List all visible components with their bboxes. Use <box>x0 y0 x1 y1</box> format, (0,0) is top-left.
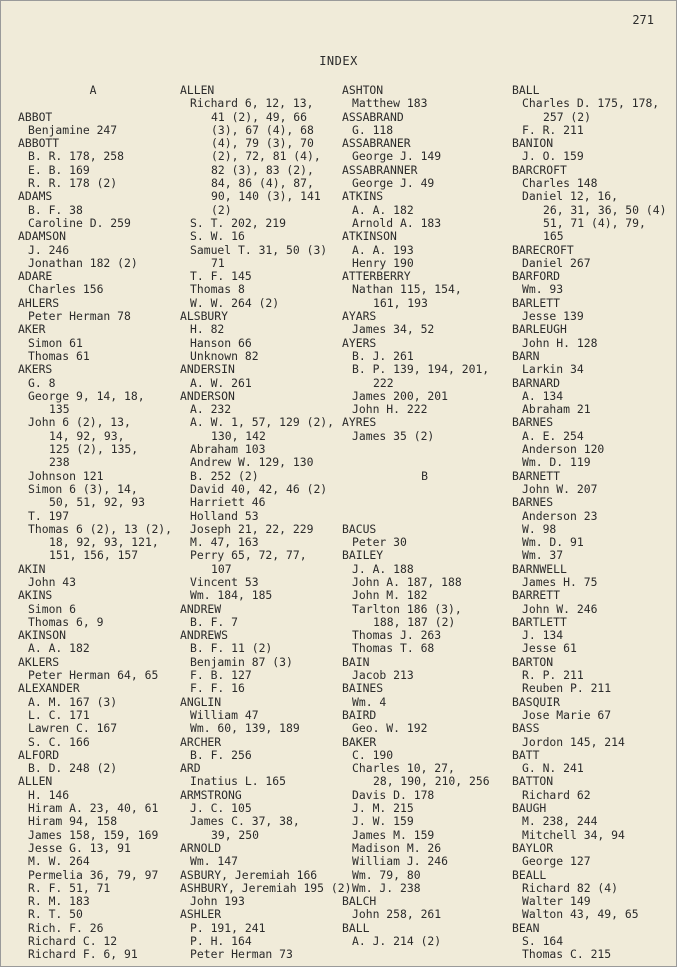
index-subentry: 41 (2), 49, 66 <box>211 109 308 124</box>
index-heading: ANGLIN <box>180 694 222 709</box>
index-subentry: J. W. 159 <box>352 814 414 829</box>
index-subentry: Wm. 37 <box>522 548 564 563</box>
index-heading: BARNWELL <box>512 561 567 576</box>
index-subentry: M. W. 264 <box>28 854 90 869</box>
index-heading: BEAN <box>512 920 540 935</box>
index-subentry: M. 238, 244 <box>522 814 598 829</box>
index-heading: BARNES <box>512 415 554 430</box>
index-subentry: George J. 49 <box>352 176 435 191</box>
index-subentry: John 6 (2), 13, <box>28 415 131 430</box>
index-subentry: R. P. 211 <box>522 668 584 683</box>
index-subentry: Simon 6 (3), 14, <box>28 481 138 496</box>
index-heading: BARCROFT <box>512 162 567 177</box>
index-subentry: Caroline D. 259 <box>28 215 131 230</box>
index-heading: ASHLER <box>180 907 222 922</box>
index-heading: BARNES <box>512 495 554 510</box>
index-subentry: 71 <box>211 255 225 270</box>
index-heading: ARD <box>180 761 201 776</box>
index-subentry: Walter 149 <box>522 894 591 909</box>
index-subentry: Peter Herman 78 <box>28 309 131 324</box>
index-subentry: B. F. 11 (2) <box>190 641 273 656</box>
index-subentry: James 35 (2) <box>352 428 435 443</box>
index-subentry: Joseph 21, 22, 229 <box>190 521 314 536</box>
index-subentry: Holland 53 <box>190 508 259 523</box>
index-heading: ANDREW <box>180 601 222 616</box>
index-heading: ALLEN <box>18 774 53 789</box>
index-heading: ALEXANDER <box>18 681 80 696</box>
index-heading <box>342 510 507 523</box>
index-heading: ASSABRAND <box>342 109 404 124</box>
index-subentry: (2), 72, 81 (4), <box>211 149 321 164</box>
index-subentry: 238 <box>49 455 70 470</box>
index-subentry: G. 8 <box>28 375 56 390</box>
index-heading: BACUS <box>342 521 377 536</box>
index-heading: BARRETT <box>512 588 561 603</box>
index-subentry: 14, 92, 93, <box>49 428 125 443</box>
index-column-2 <box>180 83 352 962</box>
index-subentry: A. W. 261 <box>190 375 252 390</box>
index-subentry: Samuel T. 31, 50 (3) <box>190 242 328 257</box>
index-heading: ASSABRANER <box>342 136 411 151</box>
index-heading: AKINS <box>18 588 53 603</box>
index-subentry: C. 190 <box>352 747 394 762</box>
index-heading: ARNOLD <box>180 840 222 855</box>
index-subentry: W. W. 264 (2) <box>190 295 280 310</box>
index-subentry: (3), 67 (4), 68 <box>211 122 314 137</box>
index-heading: ARCHER <box>180 734 222 749</box>
index-heading: AKLERS <box>18 654 60 669</box>
index-subentry: J. M. 215 <box>352 801 414 816</box>
index-subentry: S. W. 16 <box>190 229 245 244</box>
section-letter: A <box>89 83 97 97</box>
index-subentry: G. N. 241 <box>522 761 584 776</box>
index-subentry: John 43 <box>28 574 77 589</box>
index-subentry: Matthew 183 <box>352 96 428 111</box>
index-heading: BARNARD <box>512 375 561 390</box>
index-subentry: James C. 37, 38, <box>190 814 300 829</box>
index-heading: BAIN <box>342 654 370 669</box>
index-subentry: Jesse 61 <box>522 641 577 656</box>
index-subentry: Wm. J. 238 <box>352 880 421 895</box>
index-subentry: 51, 71 (4), 79, <box>543 215 646 230</box>
index-subentry: Thomas 8 <box>190 282 245 297</box>
index-title: INDEX <box>319 54 358 68</box>
index-subentry: Thomas C. 215 <box>522 947 612 962</box>
index-subentry: Charles 148 <box>522 176 598 191</box>
index-subentry: B. F. 7 <box>190 614 239 629</box>
index-subentry: 257 (2) <box>543 109 592 124</box>
index-heading: ANDREWS <box>180 628 229 643</box>
index-heading: AKER <box>18 322 46 337</box>
index-subentry: Wm. 79, 80 <box>352 867 421 882</box>
index-subentry: Abraham 21 <box>522 402 591 417</box>
index-subentry: Benjamine 247 <box>28 122 118 137</box>
index-subentry: Wm. 93 <box>522 282 564 297</box>
index-subentry: Permelia 36, 79, 97 <box>28 867 159 882</box>
index-subentry: Peter Herman 73 <box>190 947 293 962</box>
index-heading: ABBOTT <box>18 136 60 151</box>
index-subentry: P. 191, 241 <box>190 920 266 935</box>
index-subentry: Thomas T. 68 <box>352 641 435 656</box>
index-subentry: E. B. 169 <box>28 162 90 177</box>
index-subentry: A. A. 193 <box>352 242 414 257</box>
index-subentry: John A. 187, 188 <box>352 574 462 589</box>
index-subentry: T. 197 <box>28 508 70 523</box>
index-subentry: William J. 246 <box>352 854 449 869</box>
index-subentry: Johnson 121 <box>28 468 104 483</box>
index-subentry: 135 <box>49 402 70 417</box>
index-heading: ANDERSON <box>180 388 235 403</box>
index-subentry: Jonathan 182 (2) <box>28 255 138 270</box>
index-heading: BARNETT <box>512 468 561 483</box>
index-subentry: John H. 222 <box>352 402 428 417</box>
index-subentry: J. A. 188 <box>352 561 414 576</box>
page-number: 271 <box>632 13 654 27</box>
index-subentry: Jacob 213 <box>352 668 414 683</box>
index-subentry: Geo. W. 192 <box>352 721 428 736</box>
index-subentry: Perry 65, 72, 77, <box>190 548 307 563</box>
index-subentry: John W. 207 <box>522 481 598 496</box>
index-subentry: 130, 142 <box>211 428 266 443</box>
index-heading: BARFORD <box>512 269 561 284</box>
index-heading: BAYLOR <box>512 840 554 855</box>
index-subentry: Daniel 12, 16, <box>522 189 619 204</box>
index-subentry: Charles 156 <box>28 282 104 297</box>
index-subentry: Andrew W. 129, 130 <box>190 455 314 470</box>
index-heading: ALLEN <box>180 83 215 97</box>
index-subentry: Wm. 60, 139, 189 <box>190 721 300 736</box>
index-subentry: Larkin 34 <box>522 362 584 377</box>
index-heading: BANION <box>512 136 554 151</box>
index-heading <box>342 483 507 496</box>
index-heading: ADAMSON <box>18 229 67 244</box>
index-heading: BARLEUGH <box>512 322 567 337</box>
index-subentry: George 9, 14, 18, <box>28 388 145 403</box>
index-subentry: Thomas 61 <box>28 348 90 363</box>
index-subentry: Richard F. 6, 91 <box>28 947 138 962</box>
index-heading: ADAMS <box>18 189 53 204</box>
index-heading: ATKINSON <box>342 229 397 244</box>
index-subentry: A. E. 254 <box>522 428 584 443</box>
index-heading: BEALL <box>512 867 547 882</box>
index-heading: ARMSTRONG <box>180 787 242 802</box>
index-heading: ASHTON <box>342 83 384 97</box>
index-subentry: Henry 190 <box>352 255 414 270</box>
index-heading: ADARE <box>18 269 53 284</box>
index-subentry: Wm. D. 91 <box>522 535 584 550</box>
index-subentry: 90, 140 (3), 141 <box>211 189 321 204</box>
index-heading: BASS <box>512 721 540 736</box>
index-subentry: Jesse 139 <box>522 309 584 324</box>
index-heading: ATKINS <box>342 189 384 204</box>
index-subentry: Inatius L. 165 <box>190 774 287 789</box>
index-subentry: Charles 10, 27, <box>352 761 455 776</box>
index-subentry: J. C. 105 <box>190 801 252 816</box>
index-subentry: James 200, 201 <box>352 388 449 403</box>
index-heading: AKIN <box>18 561 46 576</box>
index-heading: AYARS <box>342 309 377 324</box>
index-heading: BAUGH <box>512 801 547 816</box>
index-subentry: Rich. F. 26 <box>28 920 104 935</box>
index-subentry: James 34, 52 <box>352 322 435 337</box>
index-subentry: 28, 190, 210, 256 <box>373 774 490 789</box>
index-subentry: Anderson 23 <box>522 508 598 523</box>
index-subentry: Hiram A. 23, 40, 61 <box>28 801 159 816</box>
index-subentry: T. F. 145 <box>190 269 252 284</box>
index-heading: BASQUIR <box>512 694 561 709</box>
index-subentry: Richard 6, 12, 13, <box>190 96 314 111</box>
index-heading <box>342 443 507 456</box>
index-subentry: F. F. 16 <box>190 681 245 696</box>
index-heading: AYERS <box>342 335 377 350</box>
index-subentry: L. C. 171 <box>28 707 90 722</box>
index-subentry: W. 98 <box>522 521 557 536</box>
index-subentry: Thomas J. 263 <box>352 628 442 643</box>
index-heading <box>18 97 168 110</box>
index-subentry: Walton 43, 49, 65 <box>522 907 639 922</box>
index-column-4 <box>512 84 672 962</box>
index-heading: ASBURY, Jeremiah 166 <box>180 867 318 882</box>
index-subentry: 18, 92, 93, 121, <box>49 535 159 550</box>
index-subentry: James 158, 159, 169 <box>28 827 159 842</box>
index-heading: AHLERS <box>18 295 60 310</box>
index-subentry: Hanson 66 <box>190 335 252 350</box>
index-heading: BARLETT <box>512 295 561 310</box>
index-subentry: 188, 187 (2) <box>373 614 456 629</box>
index-subentry: G. 118 <box>352 122 394 137</box>
index-column-1 <box>18 83 173 962</box>
index-subentry: Wm. D. 119 <box>522 455 591 470</box>
index-subentry: R. T. 50 <box>28 907 83 922</box>
index-subentry: (4), 79 (3), 70 <box>211 136 314 151</box>
index-subentry: Lawren C. 167 <box>28 721 118 736</box>
index-subentry: Thomas 6 (2), 13 (2), <box>28 521 173 536</box>
index-heading: BAIRD <box>342 707 377 722</box>
index-subentry: Unknown 82 <box>190 348 259 363</box>
index-subentry: Reuben P. 211 <box>522 681 612 696</box>
index-subentry: B. F. 256 <box>190 747 252 762</box>
index-subentry: H. 82 <box>190 322 225 337</box>
index-heading: AKERS <box>18 362 53 377</box>
index-subentry: Mitchell 34, 94 <box>522 827 625 842</box>
index-subentry: F. B. 127 <box>190 668 252 683</box>
index-subentry: B. D. 248 (2) <box>28 761 118 776</box>
index-subentry: M. 47, 163 <box>190 535 259 550</box>
index-subentry: John M. 182 <box>352 588 428 603</box>
index-subentry: Wm. 4 <box>352 694 387 709</box>
index-subentry: A. A. 182 <box>352 202 414 217</box>
index-subentry: A. 134 <box>522 388 564 403</box>
index-subentry: S. 164 <box>522 934 564 948</box>
index-subentry: Arnold A. 183 <box>352 215 442 230</box>
index-subentry: R. M. 183 <box>28 894 90 909</box>
index-subentry: Vincent 53 <box>190 574 259 589</box>
index-heading: BARN <box>512 348 540 363</box>
index-subentry: Simon 6 <box>28 601 77 616</box>
index-subentry: John W. 246 <box>522 601 598 616</box>
index-subentry: R. F. 51, 71 <box>28 880 111 895</box>
index-heading <box>342 456 507 469</box>
index-subentry: David 40, 42, 46 (2) <box>190 481 328 496</box>
index-subentry: A. J. 214 (2) <box>352 934 442 948</box>
index-subentry: 222 <box>373 375 394 390</box>
index-subentry: William 47 <box>190 707 259 722</box>
index-subentry: John H. 128 <box>522 335 598 350</box>
index-subentry: B. P. 139, 194, 201, <box>352 362 490 377</box>
index-heading: AYRES <box>342 415 377 430</box>
index-subentry: A. W. 1, 57, 129 (2), <box>190 415 335 430</box>
index-subentry: Charles D. 175, 178, <box>522 96 660 111</box>
index-heading: ANDERSIN <box>180 362 235 377</box>
index-heading: ATTERBERRY <box>342 269 411 284</box>
index-subentry: 151, 156, 157 <box>49 548 139 563</box>
index-subentry: Jose Marie 67 <box>522 707 612 722</box>
index-subentry: Jesse G. 13, 91 <box>28 840 131 855</box>
index-subentry: 50, 51, 92, 93 <box>49 495 146 510</box>
index-subentry: J. 246 <box>28 242 70 257</box>
index-subentry: J. 134 <box>522 628 564 643</box>
index-subentry: Simon 61 <box>28 335 83 350</box>
index-subentry: A. 232 <box>190 402 232 417</box>
index-subentry: S. T. 202, 219 <box>190 215 287 230</box>
index-subentry: A. M. 167 (3) <box>28 694 118 709</box>
index-subentry: 82 (3), 83 (2), <box>211 162 314 177</box>
index-subentry: 39, 250 <box>211 827 260 842</box>
index-subentry: George J. 149 <box>352 149 442 164</box>
index-subentry: (2) <box>211 202 232 217</box>
index-heading: BALL <box>512 83 540 97</box>
index-subentry: 165 <box>543 229 564 244</box>
index-heading: ASSABRANNER <box>342 162 418 177</box>
index-subentry: B. J. 261 <box>352 348 414 363</box>
index-subentry: James H. 75 <box>522 574 598 589</box>
index-subentry: Jordon 145, 214 <box>522 734 625 749</box>
index-heading: BARECROFT <box>512 242 574 257</box>
index-heading: BATT <box>512 747 540 762</box>
index-heading: ALSBURY <box>180 309 229 324</box>
index-subentry: 84, 86 (4), 87, <box>211 176 314 191</box>
index-subentry: Richard 62 <box>522 787 591 802</box>
index-subentry: Daniel 267 <box>522 255 591 270</box>
index-subentry: B. R. 178, 258 <box>28 149 125 164</box>
index-subentry: Anderson 120 <box>522 442 605 457</box>
index-subentry: J. O. 159 <box>522 149 584 164</box>
index-subentry: Tarlton 186 (3), <box>352 601 462 616</box>
index-subentry: Davis D. 178 <box>352 787 435 802</box>
index-subentry: Wm. 147 <box>190 854 239 869</box>
index-heading: BAILEY <box>342 548 384 563</box>
index-subentry: Richard 82 (4) <box>522 880 619 895</box>
index-subentry: F. R. 211 <box>522 122 584 137</box>
index-subentry: P. H. 164 <box>190 934 252 948</box>
index-subentry: Madison M. 26 <box>352 840 442 855</box>
index-heading: BARTON <box>512 654 554 669</box>
index-subentry: Hiram 94, 158 <box>28 814 118 829</box>
index-subentry: James M. 159 <box>352 827 435 842</box>
index-heading: BATTON <box>512 774 554 789</box>
index-subentry: S. C. 166 <box>28 734 90 749</box>
index-heading: ALFORD <box>18 747 60 762</box>
index-subentry: 161, 193 <box>373 295 428 310</box>
index-subentry: Wm. 184, 185 <box>190 588 273 603</box>
index-subentry: 26, 31, 36, 50 (4) <box>543 202 667 217</box>
index-heading: BARTLETT <box>512 614 567 629</box>
index-heading <box>342 496 507 509</box>
index-heading: AKINSON <box>18 628 67 643</box>
index-subentry: 107 <box>211 561 232 576</box>
index-subentry: Nathan 115, 154, <box>352 282 462 297</box>
index-subentry: 125 (2), 135, <box>49 442 139 457</box>
index-subentry: Benjamin 87 (3) <box>190 654 293 669</box>
index-subentry: Peter Herman 64, 65 <box>28 668 159 683</box>
index-subentry: John 258, 261 <box>352 907 442 922</box>
index-subentry: Thomas 6, 9 <box>28 614 104 629</box>
index-subentry: A. A. 182 <box>28 641 90 656</box>
section-letter: B <box>421 468 428 483</box>
index-subentry: Abraham 103 <box>190 442 266 457</box>
index-subentry: John 193 <box>190 894 245 909</box>
index-heading: BALCH <box>342 894 377 909</box>
index-column-3 <box>342 84 507 948</box>
index-subentry: Richard C. 12 <box>28 934 118 948</box>
index-heading: ASHBURY, Jeremiah 195 (2) <box>180 880 352 895</box>
index-subentry: B. 252 (2) <box>190 468 259 483</box>
index-subentry: R. R. 178 (2) <box>28 176 118 191</box>
index-subentry: Harriett 46 <box>190 495 266 510</box>
index-heading: ABBOT <box>18 109 53 124</box>
index-heading: BAKER <box>342 734 377 749</box>
index-heading: BAINES <box>342 681 384 696</box>
index-subentry: B. F. 38 <box>28 202 83 217</box>
index-subentry: H. 146 <box>28 787 70 802</box>
index-subentry: Peter 30 <box>352 535 407 550</box>
index-subentry: George 127 <box>522 854 591 869</box>
index-heading: BALL <box>342 920 370 935</box>
